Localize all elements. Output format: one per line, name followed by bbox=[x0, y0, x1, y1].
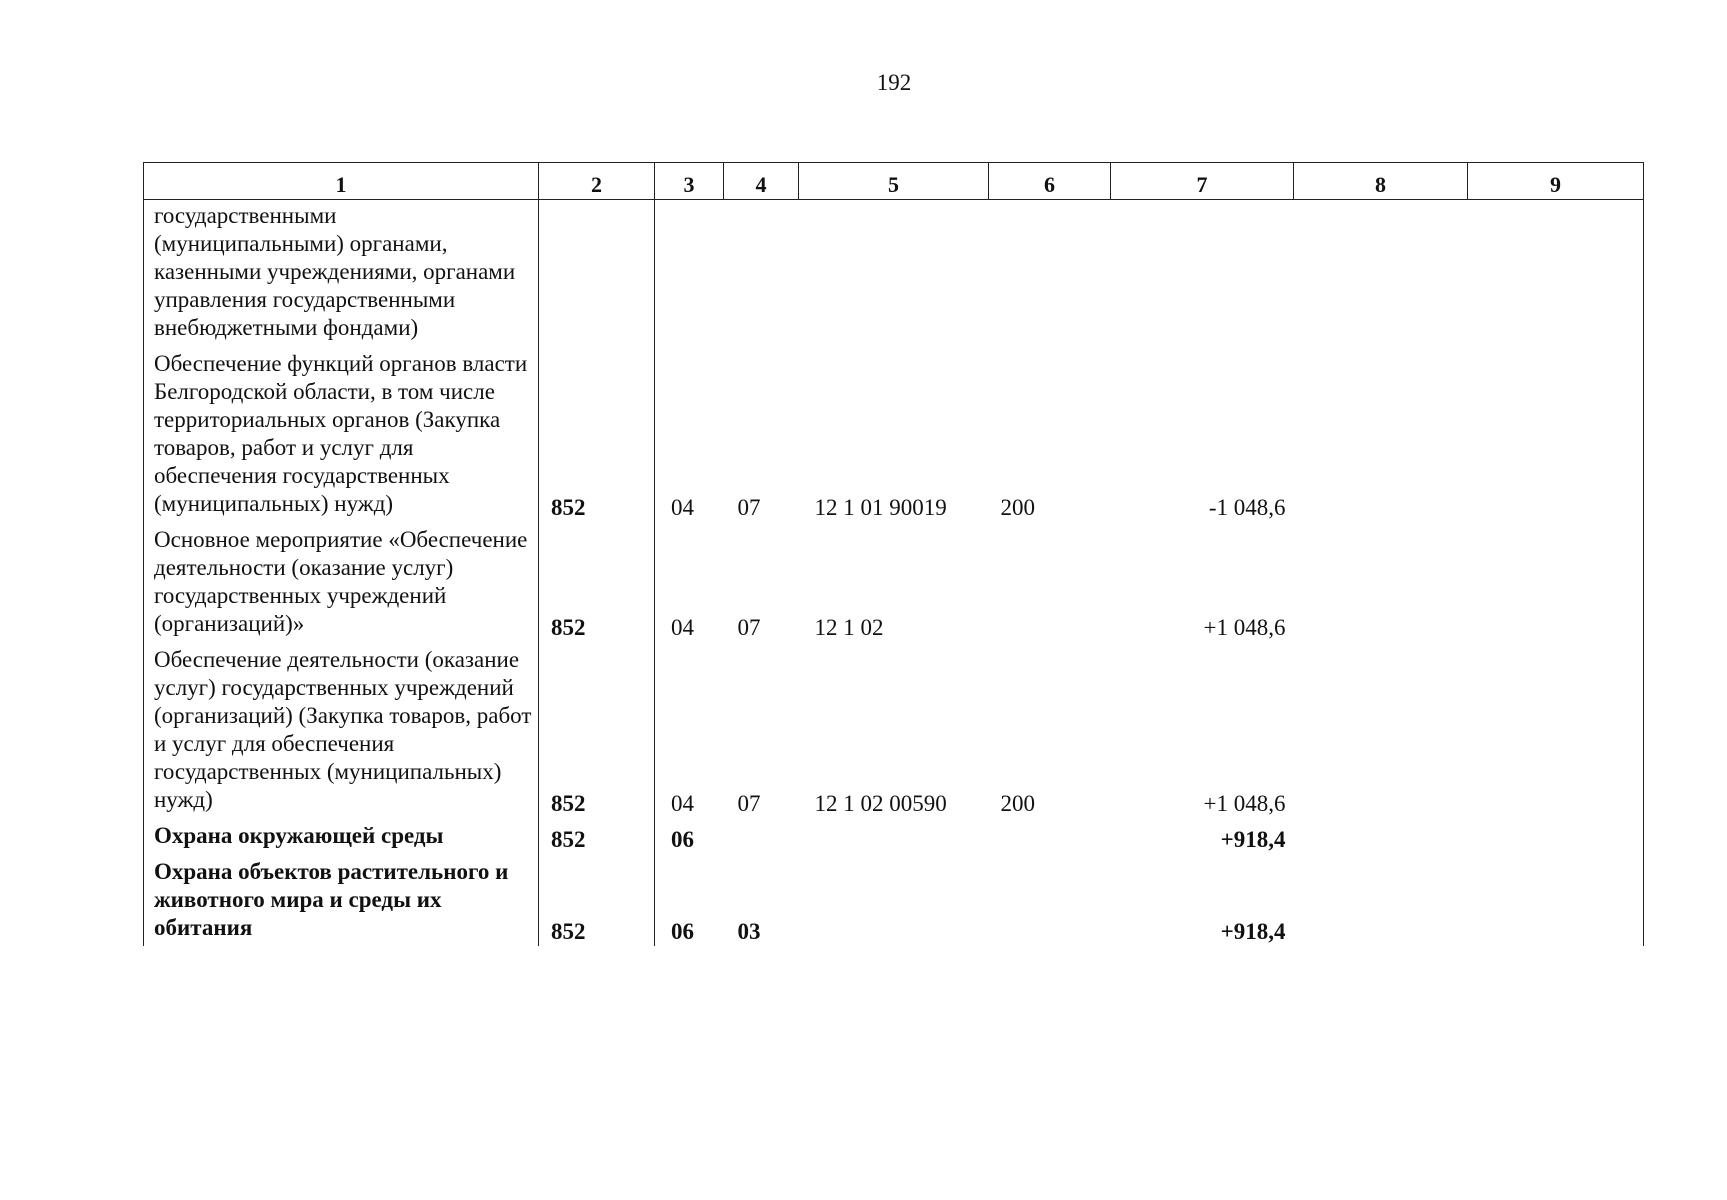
table-row bbox=[144, 346, 1644, 522]
cell-target-article: 12 1 01 90019 bbox=[814, 495, 947, 520]
row-name: Охрана объектов растительного и животного мира и среды их обитания bbox=[144, 854, 539, 946]
row-name: Обеспечение деятельности (оказание услуг) государственных учреждений (организаций) (Закупка товаров, работ и услуг для обеспечения государственных (муниципальных) нужд) bbox=[144, 642, 539, 818]
cell-ministry: 852 bbox=[539, 854, 655, 946]
cell-subsection bbox=[724, 818, 799, 854]
cell-amount: +1 048,6 bbox=[1203, 791, 1286, 816]
cell-target-article: 12 1 02 bbox=[814, 615, 884, 640]
cell-ministry: 852 bbox=[539, 522, 655, 642]
cell-subsection: 07 bbox=[737, 615, 761, 640]
cell-amount: +918,4 bbox=[1220, 919, 1286, 944]
cell-subsection bbox=[724, 200, 799, 347]
cell-col9 bbox=[1468, 818, 1644, 854]
cell-amount: +1 048,6 bbox=[1203, 615, 1286, 640]
cell-col8 bbox=[1294, 854, 1468, 946]
cell-section bbox=[655, 200, 724, 347]
cell-col9 bbox=[1468, 200, 1644, 347]
row-name: Охрана окружающей среды bbox=[144, 818, 539, 854]
cell-expense-type: 200 bbox=[1000, 791, 1035, 816]
row-name: Основное мероприятие «Обеспечение деятельности (оказание услуг) государственных учреждений (организаций)» bbox=[144, 522, 539, 642]
cell-col9 bbox=[1468, 522, 1644, 642]
row-name: Обеспечение функций органов власти Белгородской области, в том числе территориальных органов (Закупка товаров, работ и услуг для обеспечения государственных (муниципальных) нужд) bbox=[144, 346, 539, 522]
cell-col9 bbox=[1468, 854, 1644, 946]
cell-target-article bbox=[799, 200, 989, 347]
column-header-7: 7 bbox=[1111, 163, 1294, 200]
cell-expense-type bbox=[989, 854, 1111, 946]
cell-col9 bbox=[1468, 642, 1644, 818]
table-row bbox=[144, 522, 1644, 642]
cell-target-article bbox=[799, 854, 989, 946]
cell-amount bbox=[1111, 200, 1294, 347]
cell-amount: -1 048,6 bbox=[1208, 495, 1286, 520]
cell-subsection: 07 bbox=[737, 495, 761, 520]
table-row bbox=[144, 854, 1644, 946]
page-number: 192 bbox=[876, 70, 912, 95]
cell-section: 04 bbox=[655, 522, 724, 642]
cell-amount: +918,4 bbox=[1220, 827, 1286, 852]
cell-col9 bbox=[1468, 346, 1644, 522]
cell-col8 bbox=[1294, 818, 1468, 854]
table-row bbox=[144, 818, 1644, 854]
cell-section: 04 bbox=[655, 642, 724, 818]
cell-col8 bbox=[1294, 346, 1468, 522]
cell-ministry bbox=[539, 200, 655, 347]
cell-ministry: 852 bbox=[539, 642, 655, 818]
column-header-2: 2 bbox=[539, 163, 655, 200]
cell-subsection: 07 bbox=[737, 791, 761, 816]
column-header-8: 8 bbox=[1294, 163, 1468, 200]
column-header-1: 1 bbox=[144, 163, 539, 200]
cell-target-article: 12 1 02 00590 bbox=[814, 791, 947, 816]
column-header-6: 6 bbox=[989, 163, 1111, 200]
cell-expense-type bbox=[989, 200, 1111, 347]
table-row bbox=[144, 200, 1644, 347]
cell-expense-type bbox=[989, 818, 1111, 854]
budget-table bbox=[143, 162, 1644, 946]
column-header-9: 9 bbox=[1468, 163, 1644, 200]
cell-section: 06 bbox=[655, 818, 724, 854]
cell-col8 bbox=[1294, 522, 1468, 642]
column-header-3: 3 bbox=[655, 163, 724, 200]
cell-target-article bbox=[799, 818, 989, 854]
cell-ministry: 852 bbox=[539, 818, 655, 854]
cell-col8 bbox=[1294, 642, 1468, 818]
column-header-4: 4 bbox=[724, 163, 799, 200]
column-header-5: 5 bbox=[799, 163, 989, 200]
cell-expense-type: 200 bbox=[1000, 495, 1035, 520]
cell-section: 04 bbox=[655, 346, 724, 522]
table-header-row bbox=[144, 163, 1644, 200]
cell-section: 06 bbox=[655, 854, 724, 946]
table-row bbox=[144, 642, 1644, 818]
cell-subsection: 03 bbox=[737, 919, 761, 944]
row-name: государственными (муниципальными) органами, казенными учреждениями, органами управления государственными внебюджетными фондами) bbox=[144, 200, 539, 347]
cell-col8 bbox=[1294, 200, 1468, 347]
cell-expense-type bbox=[989, 522, 1111, 642]
cell-ministry: 852 bbox=[539, 346, 655, 522]
